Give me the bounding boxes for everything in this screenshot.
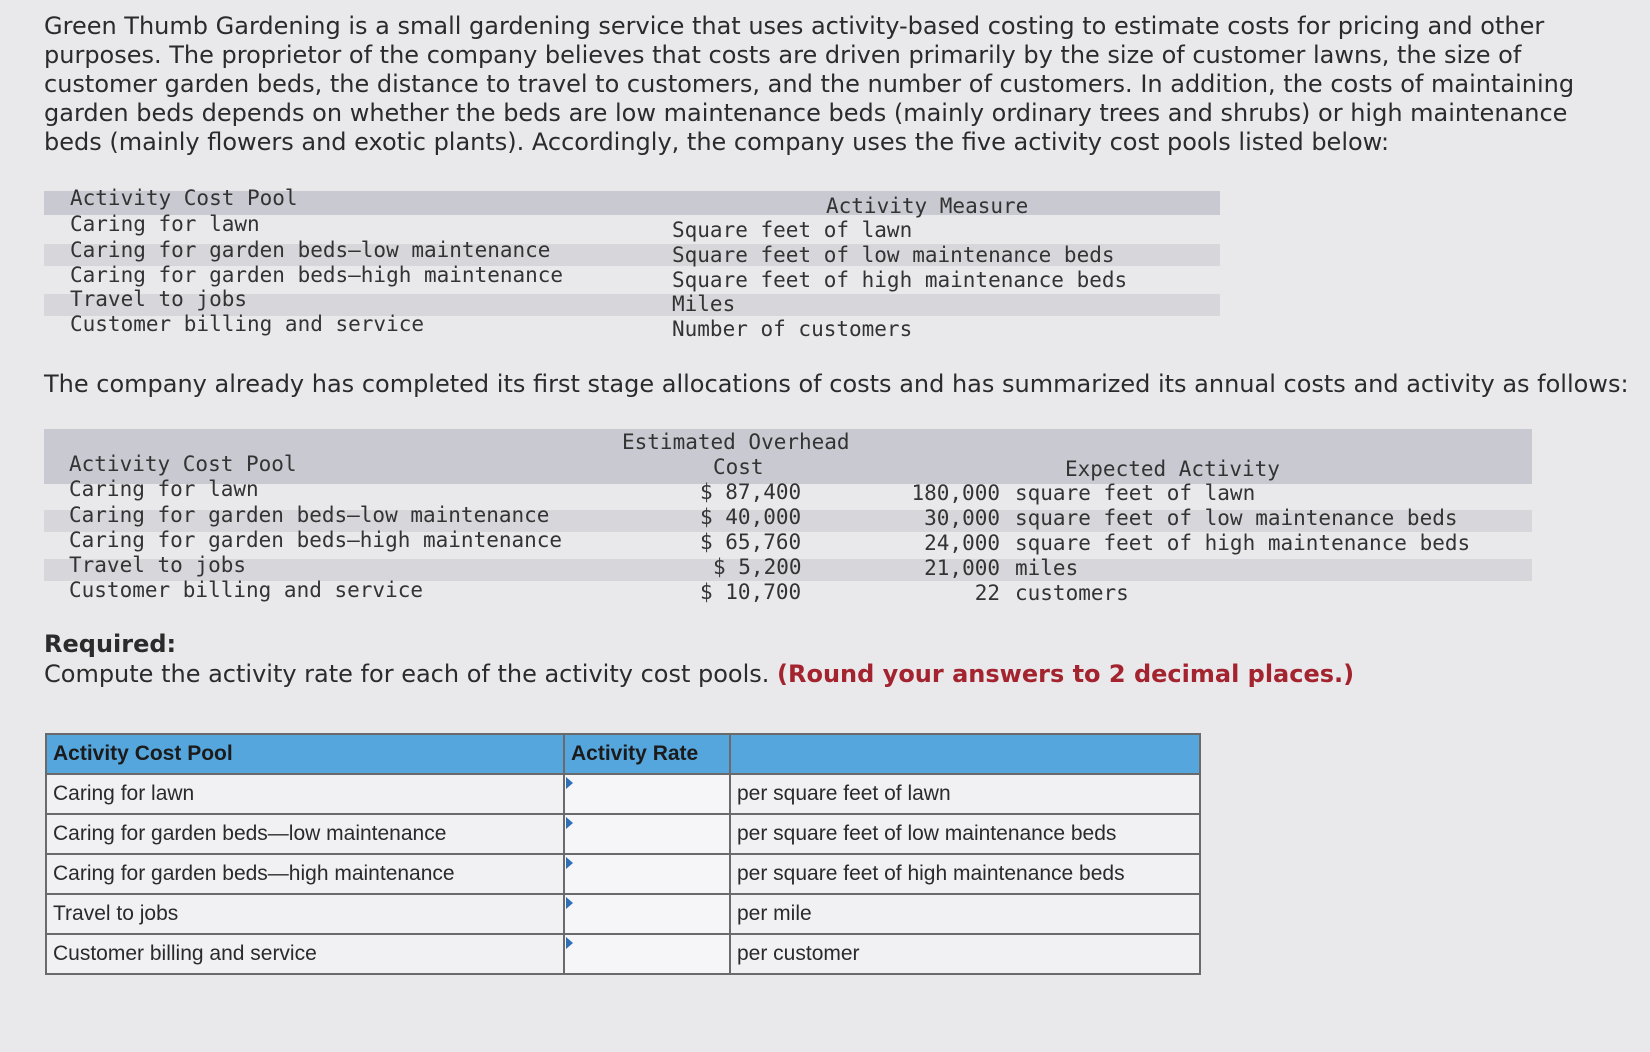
table2-cost-cell: $ 10,700 — [700, 580, 802, 604]
required-text: Compute the activity rate for each of the activity cost pools. — [44, 660, 770, 688]
table2-unit-cell: square feet of high maintenance beds — [1015, 531, 1471, 555]
input-marker-icon — [566, 897, 573, 909]
required-instructions — [44, 660, 1354, 688]
table1-header-measure: Activity Measure — [826, 194, 1029, 218]
table2-unit-cell: miles — [1015, 556, 1079, 580]
input-marker-icon — [566, 777, 573, 789]
table-row — [46, 854, 1200, 894]
pool-cell: Caring for garden beds—low maintenance — [46, 814, 564, 854]
table-row — [46, 774, 1200, 814]
table2-header-activity: Expected Activity — [1065, 457, 1280, 481]
pool-cell: Caring for garden beds—high maintenance — [46, 854, 564, 894]
rate-cell — [564, 894, 730, 934]
rate-cell — [564, 814, 730, 854]
activity-rate-answer-table — [45, 733, 1201, 975]
rate-input-high-maintenance[interactable] — [565, 855, 729, 893]
table1-pool-cell: Caring for garden beds–high maintenance — [70, 263, 564, 287]
table2-cost-cell: $ 87,400 — [700, 480, 802, 504]
table2-qty-cell: 22 — [974, 581, 1000, 605]
table1-header-pool: Activity Cost Pool — [70, 186, 298, 210]
header-activity-rate: Activity Rate — [564, 734, 730, 774]
table1-pool-cell: Caring for lawn — [70, 212, 260, 236]
table1-pool-cell: Customer billing and service — [70, 312, 425, 336]
pool-cell: Caring for lawn — [46, 774, 564, 814]
rounding-note: (Round your answers to 2 decimal places.) — [777, 660, 1355, 688]
rate-input-billing[interactable] — [565, 935, 729, 973]
pool-cell: Travel to jobs — [46, 894, 564, 934]
table2-unit-cell: customers — [1015, 581, 1129, 605]
rate-cell — [564, 854, 730, 894]
table2-cost-cell: $ 65,760 — [700, 530, 802, 554]
table-row — [46, 934, 1200, 974]
table1-measure-cell: Number of customers — [672, 317, 913, 341]
header-activity-cost-pool: Activity Cost Pool — [46, 734, 564, 774]
summary-paragraph: The company already has completed its first stage allocations of costs and has summarized its annual costs and activity as follows: — [44, 370, 1629, 398]
unit-cell: per square feet of lawn — [730, 774, 1200, 814]
unit-cell: per customer — [730, 934, 1200, 974]
table2-pool-cell: Caring for garden beds–high maintenance — [69, 528, 563, 552]
table1-pool-cell: Travel to jobs — [70, 287, 248, 311]
table2-cost-cell: $ 40,000 — [700, 505, 802, 529]
input-marker-icon — [566, 857, 573, 869]
rate-input-low-maintenance[interactable] — [565, 815, 729, 853]
unit-cell: per square feet of high maintenance beds — [730, 854, 1200, 894]
table2-unit-cell: square feet of low maintenance beds — [1015, 506, 1458, 530]
table2-pool-cell: Caring for lawn — [69, 477, 259, 501]
header-unit — [730, 734, 1200, 774]
table1-measure-cell: Miles — [672, 292, 736, 316]
required-heading: Required: — [44, 630, 177, 658]
unit-cell: per mile — [730, 894, 1200, 934]
pool-cell: Customer billing and service — [46, 934, 564, 974]
table2-qty-cell: 24,000 — [924, 531, 1000, 555]
table2-qty-cell: 30,000 — [924, 506, 1000, 530]
table1-measure-cell: Square feet of high maintenance beds — [672, 268, 1128, 292]
table2-qty-cell: 21,000 — [924, 556, 1000, 580]
table2-header-pool: Activity Cost Pool — [69, 452, 297, 476]
table2-unit-cell: square feet of lawn — [1015, 481, 1256, 505]
table-row — [46, 814, 1200, 854]
input-marker-icon — [566, 937, 573, 949]
table2-header-cost-line2: Cost — [713, 455, 764, 479]
table1-measure-cell: Square feet of low maintenance beds — [672, 243, 1115, 267]
rate-cell — [564, 934, 730, 974]
table2-pool-cell: Customer billing and service — [69, 578, 424, 602]
answer-table-header-row — [46, 734, 1200, 774]
table2-pool-cell: Caring for garden beds–low maintenance — [69, 503, 550, 527]
rate-input-travel[interactable] — [565, 895, 729, 933]
table1-pool-cell: Caring for garden beds–low maintenance — [70, 238, 551, 262]
table2-cost-cell: $ 5,200 — [713, 555, 802, 579]
input-marker-icon — [566, 817, 573, 829]
intro-paragraph: Green Thumb Gardening is a small gardening service that uses activity-based costing to estimate costs for pricing and other purposes. The proprietor of the company believes that costs are driven primarily by the size of customer lawns, the size of customer garden beds, the distance to travel to customers, and the number of customers. In addition, the costs of maintaining garden beds depends on whether the beds are low maintenance beds (mainly ordinary trees and shrubs) or high maintenance beds (mainly flowers and exotic plants). Accordingly, the company uses the five activity cost pools listed below: — [44, 12, 1575, 156]
table2-header-cost-line1: Estimated Overhead — [622, 430, 850, 454]
table-row — [46, 894, 1200, 934]
table2-pool-cell: Travel to jobs — [69, 553, 247, 577]
rate-cell — [564, 774, 730, 814]
table2-qty-cell: 180,000 — [911, 481, 1000, 505]
unit-cell: per square feet of low maintenance beds — [730, 814, 1200, 854]
table1-measure-cell: Square feet of lawn — [672, 218, 913, 242]
rate-input-lawn[interactable] — [565, 775, 729, 813]
